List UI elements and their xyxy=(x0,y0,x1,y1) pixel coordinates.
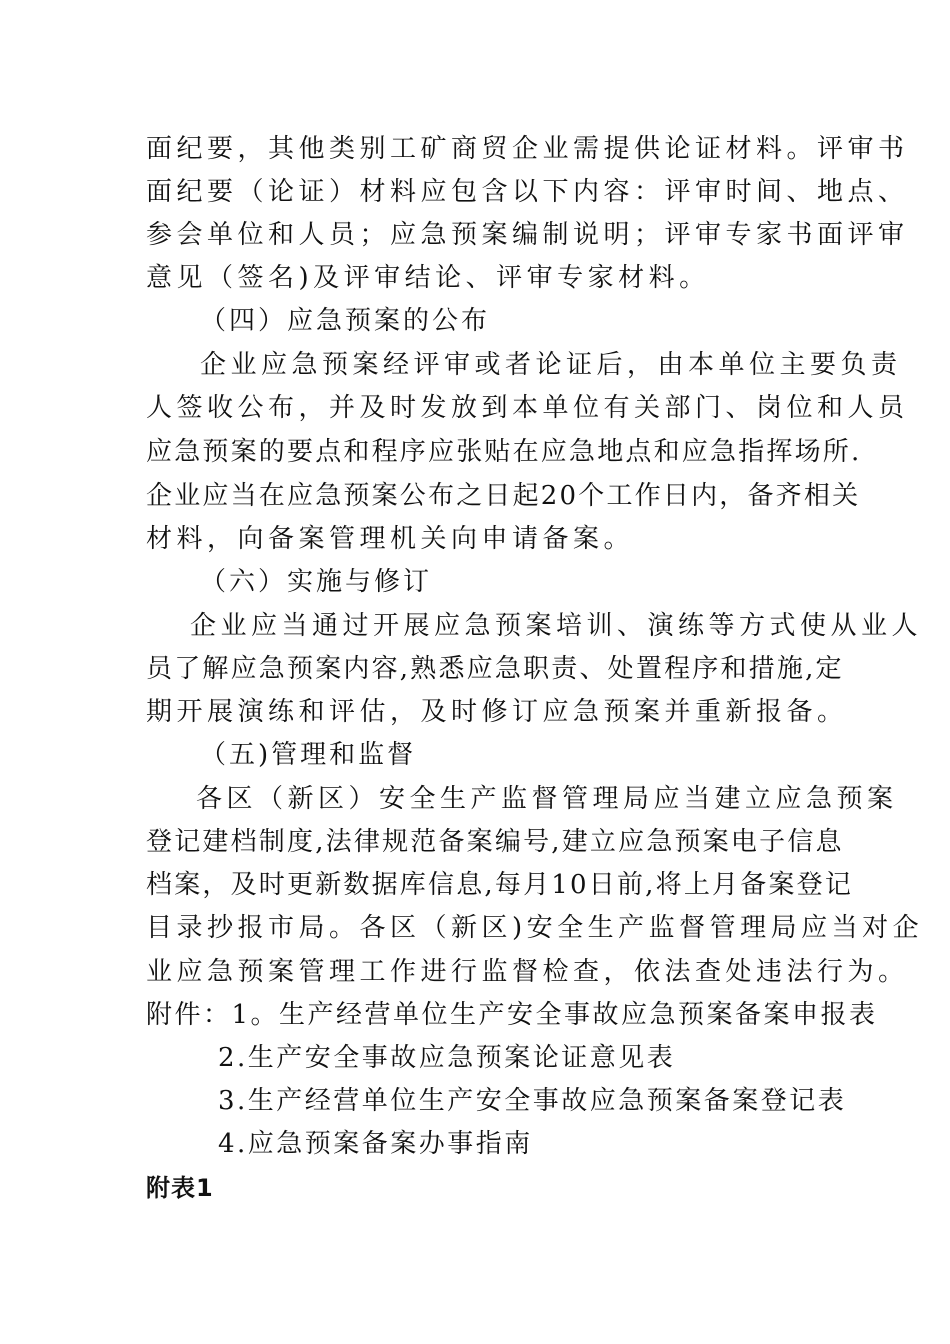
paragraph-line: 企业应急预案经评审或者论证后，由本单位主要负责 xyxy=(200,350,902,380)
paragraph-line: 档案，及时更新数据库信息,每月10日前,将上月备案登记 xyxy=(146,870,854,900)
paragraph-line: 应急预案的要点和程序应张贴在应急地点和应急指挥场所. xyxy=(146,437,862,467)
paragraph-line: 面纪要，其他类别工矿商贸企业需提供论证材料。评审书 xyxy=(146,134,909,164)
appendix-title: 附表1 xyxy=(146,1174,214,1202)
paragraph-line: 员了解应急预案内容,熟悉应急职责、处置程序和措施,定 xyxy=(146,654,844,684)
paragraph-line: 材料，向备案管理机关向申请备案。 xyxy=(146,524,635,554)
attachment-item: 附件：1。生产经营单位生产安全事故应急预案备案申报表 xyxy=(146,1000,878,1030)
paragraph-line: 意见（签名)及评审结论、评审专家材料。 xyxy=(146,263,710,293)
attachment-item: 4.应急预案备案办事指南 xyxy=(218,1129,533,1159)
paragraph-line: 企业应当通过开展应急预案培训、演练等方式使从业人 xyxy=(190,611,923,641)
paragraph-line: 业应急预案管理工作进行监督检查，依法查处违法行为。 xyxy=(146,957,909,987)
attachment-item: 3.生产经营单位生产安全事故应急预案备案登记表 xyxy=(218,1086,847,1116)
paragraph-line: 参会单位和人员；应急预案编制说明；评审专家书面评审 xyxy=(146,220,909,250)
paragraph-line: 面纪要（论证）材料应包含以下内容：评审时间、地点、 xyxy=(146,177,909,207)
section-heading: （五)管理和监督 xyxy=(200,740,417,770)
paragraph-line: 企业应当在应急预案公布之日起20个工作日内，备齐相关 xyxy=(146,481,861,511)
paragraph-line: 目录抄报市局。各区（新区)安全生产监督管理局应当对企 xyxy=(146,913,924,943)
section-heading: （四）应急预案的公布 xyxy=(200,306,491,336)
paragraph-line: 期开展演练和评估，及时修订应急预案并重新报备。 xyxy=(146,697,848,727)
paragraph-line: 登记建档制度,法律规范备案编号,建立应急预案电子信息 xyxy=(146,827,844,857)
paragraph-line: 人签收公布，并及时发放到本单位有关部门、岗位和人员 xyxy=(146,393,909,423)
paragraph-line: 各区（新区）安全生产监督管理局应当建立应急预案 xyxy=(196,784,898,814)
attachment-item: 2.生产安全事故应急预案论证意见表 xyxy=(218,1043,676,1073)
section-heading: （六）实施与修订 xyxy=(200,567,433,597)
